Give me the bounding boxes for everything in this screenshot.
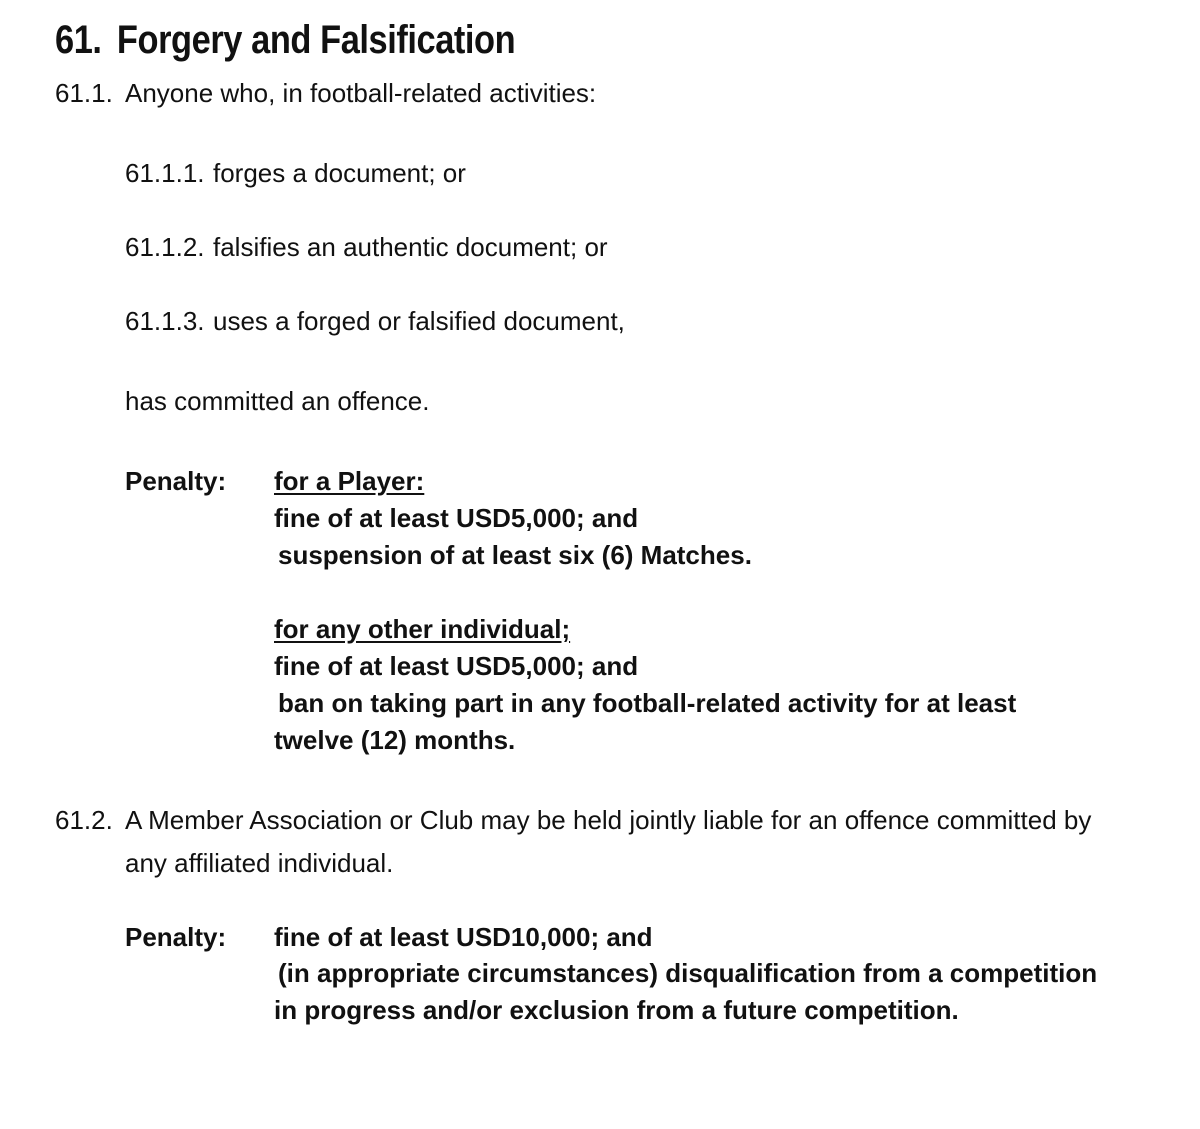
article-number: 61. bbox=[55, 18, 102, 62]
article-title: Forgery and Falsification bbox=[116, 18, 516, 62]
sub-clause-text: forges a document; or bbox=[213, 158, 466, 188]
clause-61-1-intro bbox=[55, 78, 596, 109]
article-heading bbox=[55, 18, 515, 63]
penalty-other-heading: for any other individual; bbox=[274, 614, 571, 644]
clause-61-2-line-1 bbox=[55, 805, 1091, 836]
clause-number: 61.2. bbox=[55, 805, 113, 835]
sub-clause-text: falsifies an authentic document; or bbox=[213, 232, 608, 262]
clause-number: 61.1. bbox=[55, 78, 113, 108]
penalty-label: Penalty: bbox=[125, 922, 227, 952]
penalty-player-suspension: suspension of at least six (6) Matches. bbox=[278, 540, 752, 570]
clause-text: Anyone who, in football-related activities: bbox=[125, 78, 597, 108]
sub-clause-number: 61.1.1. bbox=[125, 158, 205, 188]
sub-clause-61-1-1 bbox=[125, 158, 466, 189]
sub-clause-number: 61.1.2. bbox=[125, 232, 205, 262]
penalty-disqualification: (in appropriate circumstances) disqualification from a competition bbox=[278, 958, 1098, 988]
penalty-exclusion: in progress and/or exclusion from a future competition. bbox=[274, 995, 959, 1025]
sub-clause-61-1-2 bbox=[125, 232, 608, 263]
penalty-player-fine: fine of at least USD5,000; and bbox=[274, 503, 639, 533]
penalty-player-heading: for a Player: bbox=[274, 466, 425, 496]
penalty-label: Penalty: bbox=[125, 466, 227, 496]
penalty-other-duration: twelve (12) months. bbox=[274, 725, 516, 755]
penalty-other-ban: ban on taking part in any football-related activity for at least bbox=[278, 688, 1017, 718]
sub-clause-61-1-3 bbox=[125, 306, 625, 337]
penalty-other-fine: fine of at least USD5,000; and bbox=[274, 651, 639, 681]
clause-61-1-conclusion: has committed an offence. bbox=[125, 386, 430, 416]
clause-text: A Member Association or Club may be held jointly liable for an offence committed by bbox=[125, 805, 1092, 835]
sub-clause-text: uses a forged or falsified document, bbox=[213, 306, 625, 336]
clause-61-2-line-2: any affiliated individual. bbox=[125, 848, 394, 878]
sub-clause-number: 61.1.3. bbox=[125, 306, 205, 336]
penalty-fine: fine of at least USD10,000; and bbox=[274, 922, 653, 952]
